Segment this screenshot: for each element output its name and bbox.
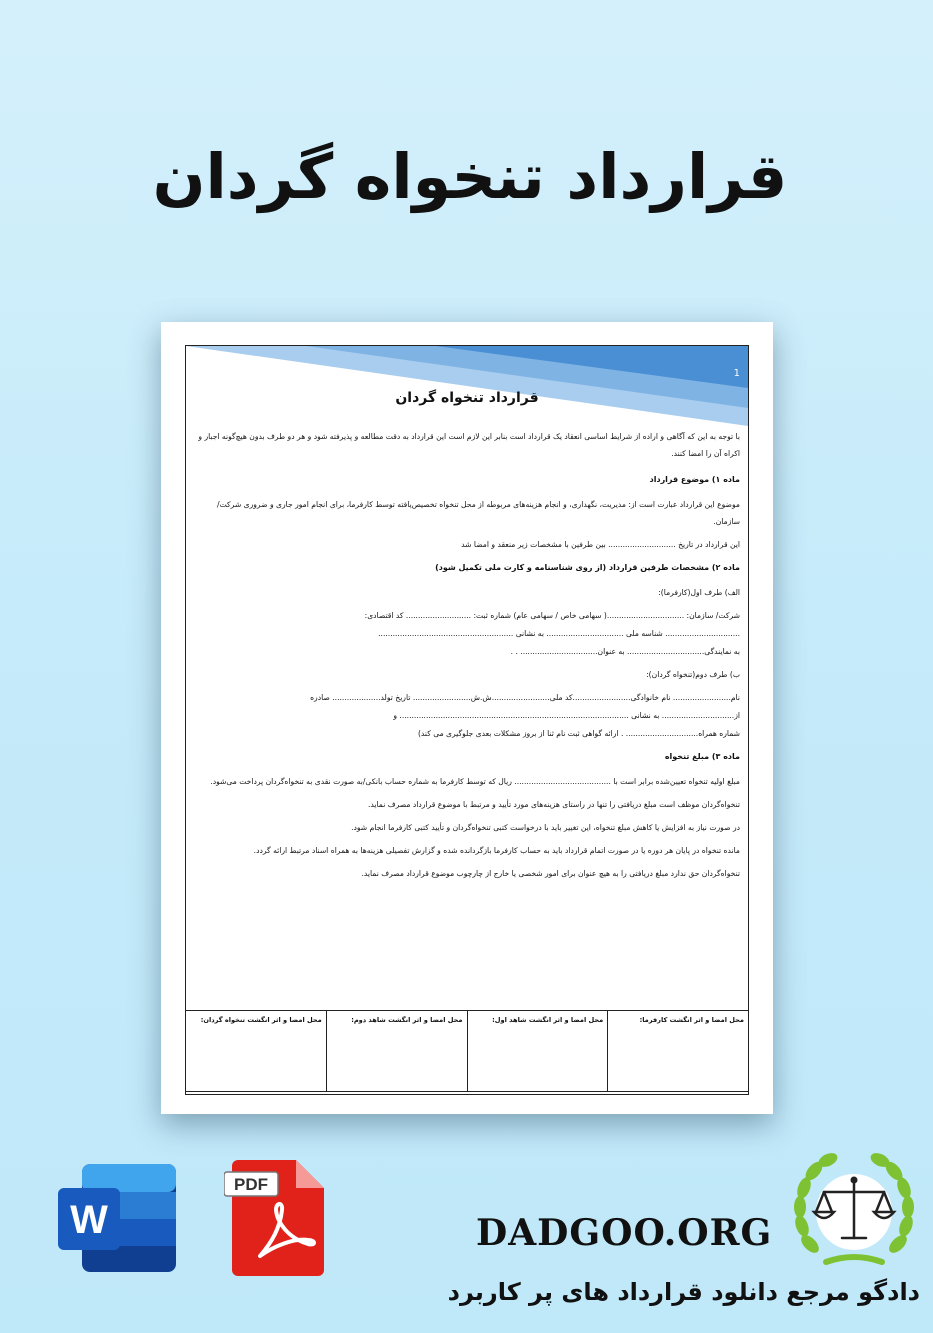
document-preview	[161, 322, 773, 1114]
party1-line1: شرکت/ سازمان: ................................( سهامی خاص / سهامی عام) شماره ثبت: ........................... کد اقتصادی:	[364, 611, 740, 620]
page-number: 1	[733, 368, 740, 379]
party2-heading: ب) طرف دوم(تنخواه گردان):	[646, 670, 740, 679]
party1-line2: ............................... شناسه ملی ................................ به نشانی ........................................................	[378, 629, 740, 638]
word-file-icon	[58, 1162, 178, 1274]
article1-heading: ماده ۱) موضوع قرارداد	[649, 475, 740, 484]
word-letter: W	[70, 1198, 108, 1242]
signature-cell-employer: محل امضا و اثر انگشت کارفرما:	[607, 1011, 748, 1091]
signature-cell-witness-1: محل امضا و اثر انگشت شاهد اول:	[467, 1011, 608, 1091]
article1-text: موضوع این قرارداد عبارت است از: مدیریت، نگهداری، و انجام هزینه‌های مربوطه از محل تنخواه تخصیص‌یافته توسط کارفرما، برای انجام امور جاری و ضروری شرکت/سازمان.	[217, 500, 740, 526]
article3-paragraph-4: مانده تنخواه در پایان هر دوره یا در صورت اتمام قرارداد باید به حساب کارفرما بازگردانده شده و گزارش تفصیلی هزینه‌ها به همراه اسناد مرتبط ارائه گردد.	[253, 846, 740, 855]
brand-name: DADGOO.ORG	[476, 1212, 773, 1254]
party1-line3: به نمایندگی................................ به عنوان................................ . .	[510, 647, 740, 656]
article3-paragraph-2: تنخواه‌گردان موظف است مبلغ دریافتی را تنها در راستای هزینه‌های مورد تأیید و مرتبط با موضوع قرارداد مصرف نماید.	[367, 800, 740, 809]
article3-heading: ماده ۳) مبلغ تنخواه	[664, 752, 740, 761]
page-title: قرارداد تنخواه گردان	[152, 140, 788, 213]
article3-paragraph-3: در صورت نیاز به افزایش یا کاهش مبلغ تنخواه، این تغییر باید با درخواست کتبی تنخواه‌گردان و تأیید کتبی کارفرما انجام شود.	[351, 823, 740, 832]
document-title: قرارداد تنخواه گردان	[395, 390, 539, 406]
signature-table	[186, 1010, 748, 1092]
party1-heading: الف) طرف اول(کارفرما):	[658, 588, 740, 597]
site-tagline: دادگو مرجع دانلود قرارداد های پر کاربرد	[447, 1278, 920, 1306]
signature-cell-cashier: محل امضا و اثر انگشت تنخواه گردان:	[200, 1016, 322, 1024]
article1-date: این قرارداد در تاریخ ............................ بین طرفین با مشخصات زیر منعقد و امضا شد	[461, 540, 740, 549]
scales-of-justice-logo	[790, 1152, 918, 1276]
header-ribbon	[186, 346, 748, 426]
intro-paragraph: با توجه به این که آگاهی و اراده از شرایط اساسی انعقاد یک قرارداد است بنابر این لازم است این قرارداد به دقت مطالعه و پذیرفته شود و هر دو طرف بدون هیچ‌گونه اجبار و اکراه آن را امضا کنند.	[198, 432, 740, 458]
pdf-file-icon	[224, 1158, 328, 1278]
party2-line1: نام........................ نام خانوادگی........................کد ملی........................ش.ش........................ تاریخ تولد.................... صادره	[310, 693, 740, 702]
document-body	[194, 428, 740, 888]
party2-line3: شماره همراه.............................. . ارائه گواهی ثبت نام ثنا از بروز مشکلات بعدی جلوگیری می کند)	[417, 729, 740, 738]
article2-heading: ماده ۲) مشخصات طرفین قرارداد (از روی شناسنامه و کارت ملی تکمیل شود)	[435, 563, 740, 572]
pdf-label: PDF	[234, 1175, 268, 1194]
signature-cell-witness-2: محل امضا و اثر انگشت شاهد دوم:	[326, 1011, 467, 1091]
document-frame	[185, 345, 749, 1095]
party2-line2: از.............................. به نشانی ............................................................................................... و	[393, 711, 740, 720]
article3-paragraph-1: مبلغ اولیه تنخواه تعیین‌شده برابر است با ........................................ ریال که توسط کارفرما به شماره حساب بانکی/به صورت نقدی به تنخواه‌گردان پرداخت می‌شود.	[210, 777, 740, 786]
article3-paragraph-5: تنخواه‌گردان حق ندارد مبلغ دریافتی را به هیچ عنوان برای امور شخصی یا خارج از چارچوب موضوع قرارداد مصرف نماید.	[361, 869, 740, 878]
